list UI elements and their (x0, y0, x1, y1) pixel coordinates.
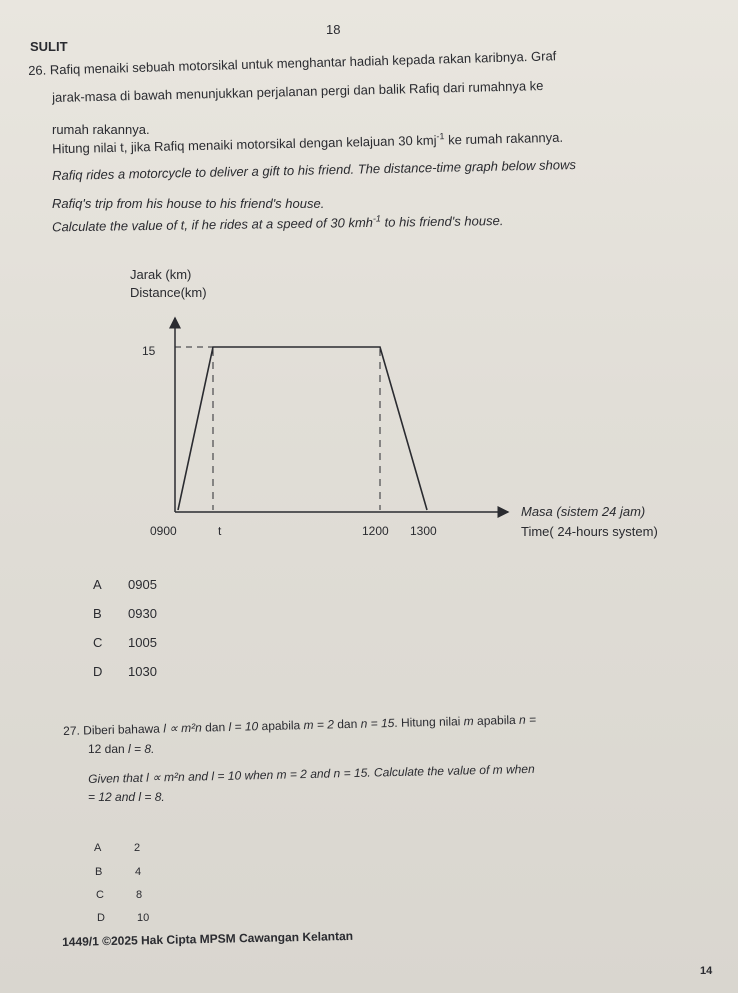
q27-option-c[interactable]: C 8 (96, 889, 143, 901)
x-tick-t: t (218, 524, 222, 538)
page-number: 18 (326, 22, 341, 37)
q26-ms-line2: jarak-masa di bawah menunjukkan perjalanan pergi dan balik Rafiq dari rumahnya ke (52, 77, 544, 105)
q27-option-a[interactable]: A 2 (94, 842, 141, 854)
x-tick-1300: 1300 (410, 524, 437, 538)
q26-ms-line3: rumah rakannya. (52, 122, 150, 137)
y-axis-label-ms: Jarak (km) (130, 267, 192, 282)
q27-option-d[interactable]: D 10 (97, 912, 150, 924)
q26-option-b[interactable]: B 0930 (93, 606, 157, 621)
q27-en-line1: Given that l ∝ m²n and l = 10 when m = 2 and n = 15. Calculate the value of m when (88, 761, 535, 786)
y-axis-label-en: Distance(km) (130, 285, 207, 300)
q26-en-line1: Rafiq rides a motorcycle to deliver a gift to his friend. The distance-time graph below shows (52, 157, 577, 183)
q26-en-line3: Calculate the value of t, if he rides at a speed of 30 kmh$^{-1}$ to his friend's house. (52, 213, 504, 235)
q27-ms-line1: 27. Diberi bahawa l ∝ m²n dan l = 10 apabila m = 2 dan n = 15. Hitung nilai m apabila n = (63, 712, 537, 738)
y-tick-15: 15 (142, 344, 156, 358)
footer-copyright: 1449/1 ©2025 Hak Cipta MPSM Cawangan Kelantan (62, 928, 354, 949)
q27-ms-line2: 12 dan l = 8. (88, 742, 155, 756)
header-sulit: SULIT (30, 39, 68, 54)
q26-option-a[interactable]: A 0905 (93, 577, 157, 592)
q26-option-c[interactable]: C 1005 (93, 635, 157, 650)
q26-ms-line1: 26. Rafiq menaiki sebuah motorsikal untuk menghantar hadiah kepada rakan karibnya. Graf (28, 48, 557, 78)
q26-number: 26. (28, 62, 47, 78)
q26-option-d[interactable]: D 1030 (93, 664, 157, 679)
q27-en-line2: = 12 and l = 8. (88, 790, 165, 804)
x-tick-0900: 0900 (150, 524, 177, 538)
q27-number: 27. (63, 723, 81, 738)
x-tick-1200: 1200 (362, 524, 389, 538)
q26-en-line2: Rafiq's trip from his house to his friend's house. (52, 196, 325, 211)
q27-option-b[interactable]: B 4 (95, 866, 142, 878)
trip-line (178, 347, 427, 510)
q26-ms-line4: Hitung nilai t, jika Rafiq menaiki motorsikal dengan kelajuan 30 kmj$^{-1}$ ke rumah rakannya. (52, 129, 564, 157)
x-axis-label-en: Time( 24-hours system) (521, 524, 658, 539)
corner-page-number: 14 (700, 965, 713, 977)
x-axis-label-ms: Masa (sistem 24 jam) (521, 504, 646, 519)
